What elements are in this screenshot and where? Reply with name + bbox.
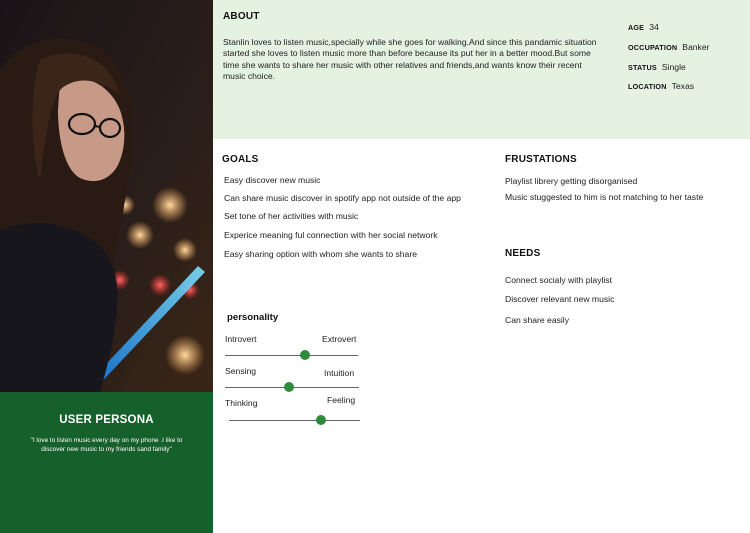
list-item: Discover relevant new music xyxy=(505,294,615,304)
trait-left-label: Introvert xyxy=(225,334,257,344)
fact-label: OCCUPATION xyxy=(628,43,678,52)
list-item: Experice meaning ful connection with her social network xyxy=(224,230,438,240)
fact-occupation xyxy=(628,42,709,52)
about-text: Stanlin loves to listen music,specially while she goes for walking.And since this pandamic situation started she loves to listen music more than before because its put her in a better mood.But some time she wants to share her music with other relatives and friends,and wants know their recent music choice. xyxy=(223,37,597,81)
about-section xyxy=(213,0,750,139)
needs-title: NEEDS xyxy=(505,248,541,259)
fact-value: Texas xyxy=(671,81,695,91)
trait-left-label: Thinking xyxy=(225,398,258,408)
persona-photo xyxy=(0,0,213,392)
list-item: Easy discover new music xyxy=(224,175,321,185)
list-item: Set tone of her activities with music xyxy=(224,211,359,221)
list-item: Can share music discover in spotify app not outside of the app xyxy=(224,193,461,203)
fact-label: AGE xyxy=(628,23,645,32)
about-title: ABOUT xyxy=(223,11,260,22)
slider-track xyxy=(225,355,358,356)
fact-age xyxy=(628,22,659,32)
list-item: Playlist librery getting disorganised xyxy=(505,176,638,186)
fact-label: LOCATION xyxy=(628,82,667,91)
persona-title: USER PERSONA xyxy=(59,414,154,426)
slider-knob-introvert-extrovert[interactable] xyxy=(300,350,310,360)
slider-track xyxy=(229,420,360,421)
goals-title: GOALS xyxy=(222,154,259,165)
fact-value: Single xyxy=(661,62,686,72)
trait-right-label: Feeling xyxy=(327,395,356,405)
trait-left-label: Sensing xyxy=(225,366,257,376)
list-item: Music stuggested to him is not matching to her taste xyxy=(505,192,704,202)
list-item: Can share easily xyxy=(505,315,570,325)
slider-knob-thinking-feeling[interactable] xyxy=(316,415,326,425)
list-item: Easy sharing option with whom she wants to share xyxy=(224,249,417,259)
frustrations-title: FRUSTATIONS xyxy=(505,154,577,165)
fact-value: 34 xyxy=(649,22,659,32)
user-persona-panel xyxy=(0,392,213,533)
trait-right-label: Extrovert xyxy=(322,334,357,344)
trait-right-label: Intuition xyxy=(324,368,355,378)
fact-location xyxy=(628,81,694,91)
persona-quote: "I love to listen music every day on my phone .I like to discover new music to my friends sand family" xyxy=(30,437,183,453)
list-item: Connect socialy with playlist xyxy=(505,275,612,285)
personality-title: personality xyxy=(227,312,279,323)
fact-label: STATUS xyxy=(628,63,657,72)
fact-status xyxy=(628,62,686,72)
slider-knob-sensing-intuition[interactable] xyxy=(284,382,294,392)
fact-value: Banker xyxy=(682,42,710,52)
